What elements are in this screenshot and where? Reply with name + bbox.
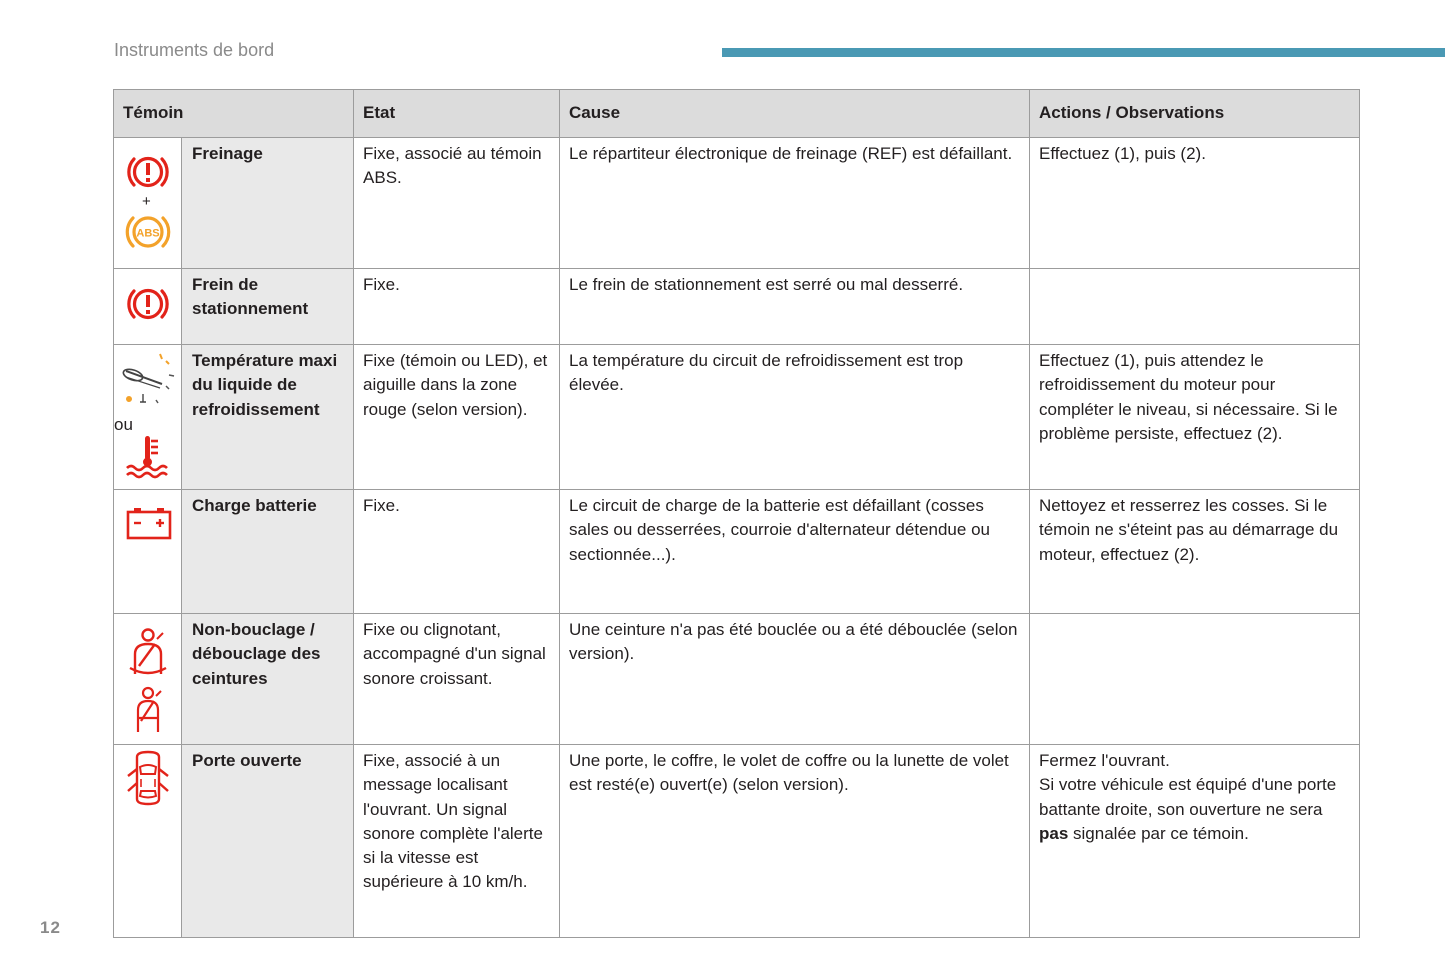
icon-cell: [114, 745, 182, 938]
page-number: 12: [40, 918, 61, 937]
actions-cell: Nettoyez et resserrez les cosses. Si le témoin ne s'éteint pas au démarrage du moteur, effectuez (2).: [1030, 490, 1360, 614]
coolant-temperature-icon: [124, 433, 172, 479]
etat-cell: Fixe.: [354, 490, 560, 614]
abs-warning-icon: [123, 210, 173, 254]
actions-cell: [1030, 745, 1360, 938]
icon-cell: [114, 138, 182, 269]
connector-ou: ou: [114, 415, 133, 434]
etat-cell: Fixe, associé à un message localisant l'ouvrant. Un signal sonore complète l'alerte si la vitesse est supérieure à 10 km/h.: [354, 745, 560, 938]
actions-text: signalée par ce témoin.: [1068, 823, 1249, 843]
warning-name: Température maxi du liquide de refroidissement: [182, 345, 354, 490]
icon-cell: [114, 345, 182, 490]
brake-warning-icon: [124, 283, 172, 325]
actions-cell: Effectuez (1), puis (2).: [1030, 138, 1360, 269]
section-title: Instruments de bord: [114, 40, 275, 60]
warning-name: Frein de stationnement: [182, 269, 354, 345]
etat-cell: Fixe.: [354, 269, 560, 345]
actions-line-1: Fermez l'ouvrant.: [1039, 751, 1170, 770]
cause-cell: Une ceinture n'a pas été bouclée ou a été débouclée (selon version).: [560, 614, 1030, 745]
etat-cell: Fixe, associé au témoin ABS.: [354, 138, 560, 269]
table-row: [114, 614, 1360, 745]
warning-name: Porte ouverte: [182, 745, 354, 938]
actions-emphasis: pas: [1039, 823, 1069, 843]
actions-text: Si votre véhicule est équipé d'une porte battante droite, son ouverture ne sera: [1039, 775, 1337, 819]
warning-name: Charge batterie: [182, 490, 354, 614]
battery-icon: [126, 506, 172, 540]
open-door-icon: [125, 749, 171, 807]
actions-cell: [1030, 614, 1360, 745]
icon-cell: [114, 614, 182, 745]
etat-cell: Fixe (témoin ou LED), et aiguille dans la zone rouge (selon version).: [354, 345, 560, 490]
table-row: [114, 490, 1360, 614]
actions-line-2: [1039, 773, 1350, 846]
warning-name: Freinage: [182, 138, 354, 269]
brake-warning-icon: [124, 151, 172, 193]
table-row: [114, 345, 1360, 490]
warning-lights-table: [113, 89, 1360, 938]
cause-cell: Une porte, le coffre, le volet de coffre ou la lunette de volet est resté(e) ouvert(e) (selon version).: [560, 745, 1030, 938]
actions-cell: Effectuez (1), puis attendez le refroidissement du moteur pour compléter le niveau, si nécessaire. Si le problème persiste, effectuez (2).: [1030, 345, 1360, 490]
column-header-etat: Etat: [354, 90, 560, 138]
column-header-temoin: Témoin: [114, 90, 354, 138]
cause-cell: Le frein de stationnement est serré ou mal desserré.: [560, 269, 1030, 345]
svg-text:ABS: ABS: [136, 227, 160, 240]
etat-cell: Fixe ou clignotant, accompagné d'un signal sonore croissant.: [354, 614, 560, 745]
connector-plus: +: [142, 193, 151, 210]
cause-cell: Le répartiteur électronique de freinage (REF) est défaillant.: [560, 138, 1030, 269]
icon-cell: [114, 269, 182, 345]
temperature-gauge-icon: [118, 351, 180, 409]
table-row: [114, 745, 1360, 938]
cause-cell: La température du circuit de refroidissement est trop élevée.: [560, 345, 1030, 490]
column-header-cause: Cause: [560, 90, 1030, 138]
table-row: [114, 269, 1360, 345]
seatbelt-icon: [127, 628, 169, 678]
table-header-row: [114, 90, 1360, 138]
warning-name: Non-bouclage / débouclage des ceintures: [182, 614, 354, 745]
table-row: [114, 138, 1360, 269]
icon-cell: [114, 490, 182, 614]
cause-cell: Le circuit de charge de la batterie est défaillant (cosses sales ou desserrées, courroie d'alternateur détendue ou sectionnée...).: [560, 490, 1030, 614]
seatbelt-small-icon: [132, 686, 164, 734]
column-header-actions: Actions / Observations: [1030, 90, 1360, 138]
header-accent-bar: [722, 48, 1445, 57]
actions-cell: [1030, 269, 1360, 345]
